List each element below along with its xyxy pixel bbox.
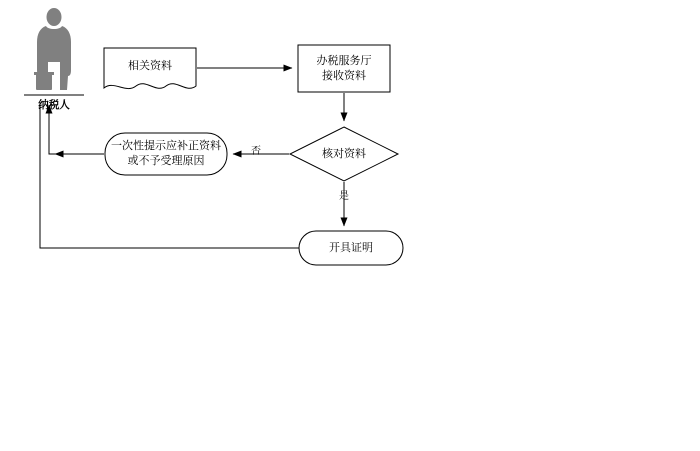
edge-issue-to-taxpayer: [40, 105, 299, 248]
node-notify: [105, 133, 227, 175]
node-documents: [104, 48, 196, 89]
node-label-verify: 核对资料: [322, 147, 366, 160]
node-label-service-hall: 办税服务厅 接收资料: [316, 54, 372, 82]
node-verify: [290, 127, 398, 181]
edge-label-no: 否: [251, 146, 261, 157]
edge-label-yes: 是: [339, 191, 349, 202]
edge-notify-to-taxpayer: [49, 105, 104, 154]
node-label-documents: 相关资料: [128, 59, 172, 72]
node-service-hall: [298, 45, 390, 92]
node-issue-certificate: [299, 231, 403, 265]
node-label-issue-certificate: 开具证明: [329, 241, 373, 254]
node-label-notify: 一次性提示应补正资料 或不予受理原因: [111, 140, 221, 167]
actor-label-taxpayer: 纳税人: [38, 99, 70, 111]
taxpayer-figure-icon: [34, 8, 71, 90]
